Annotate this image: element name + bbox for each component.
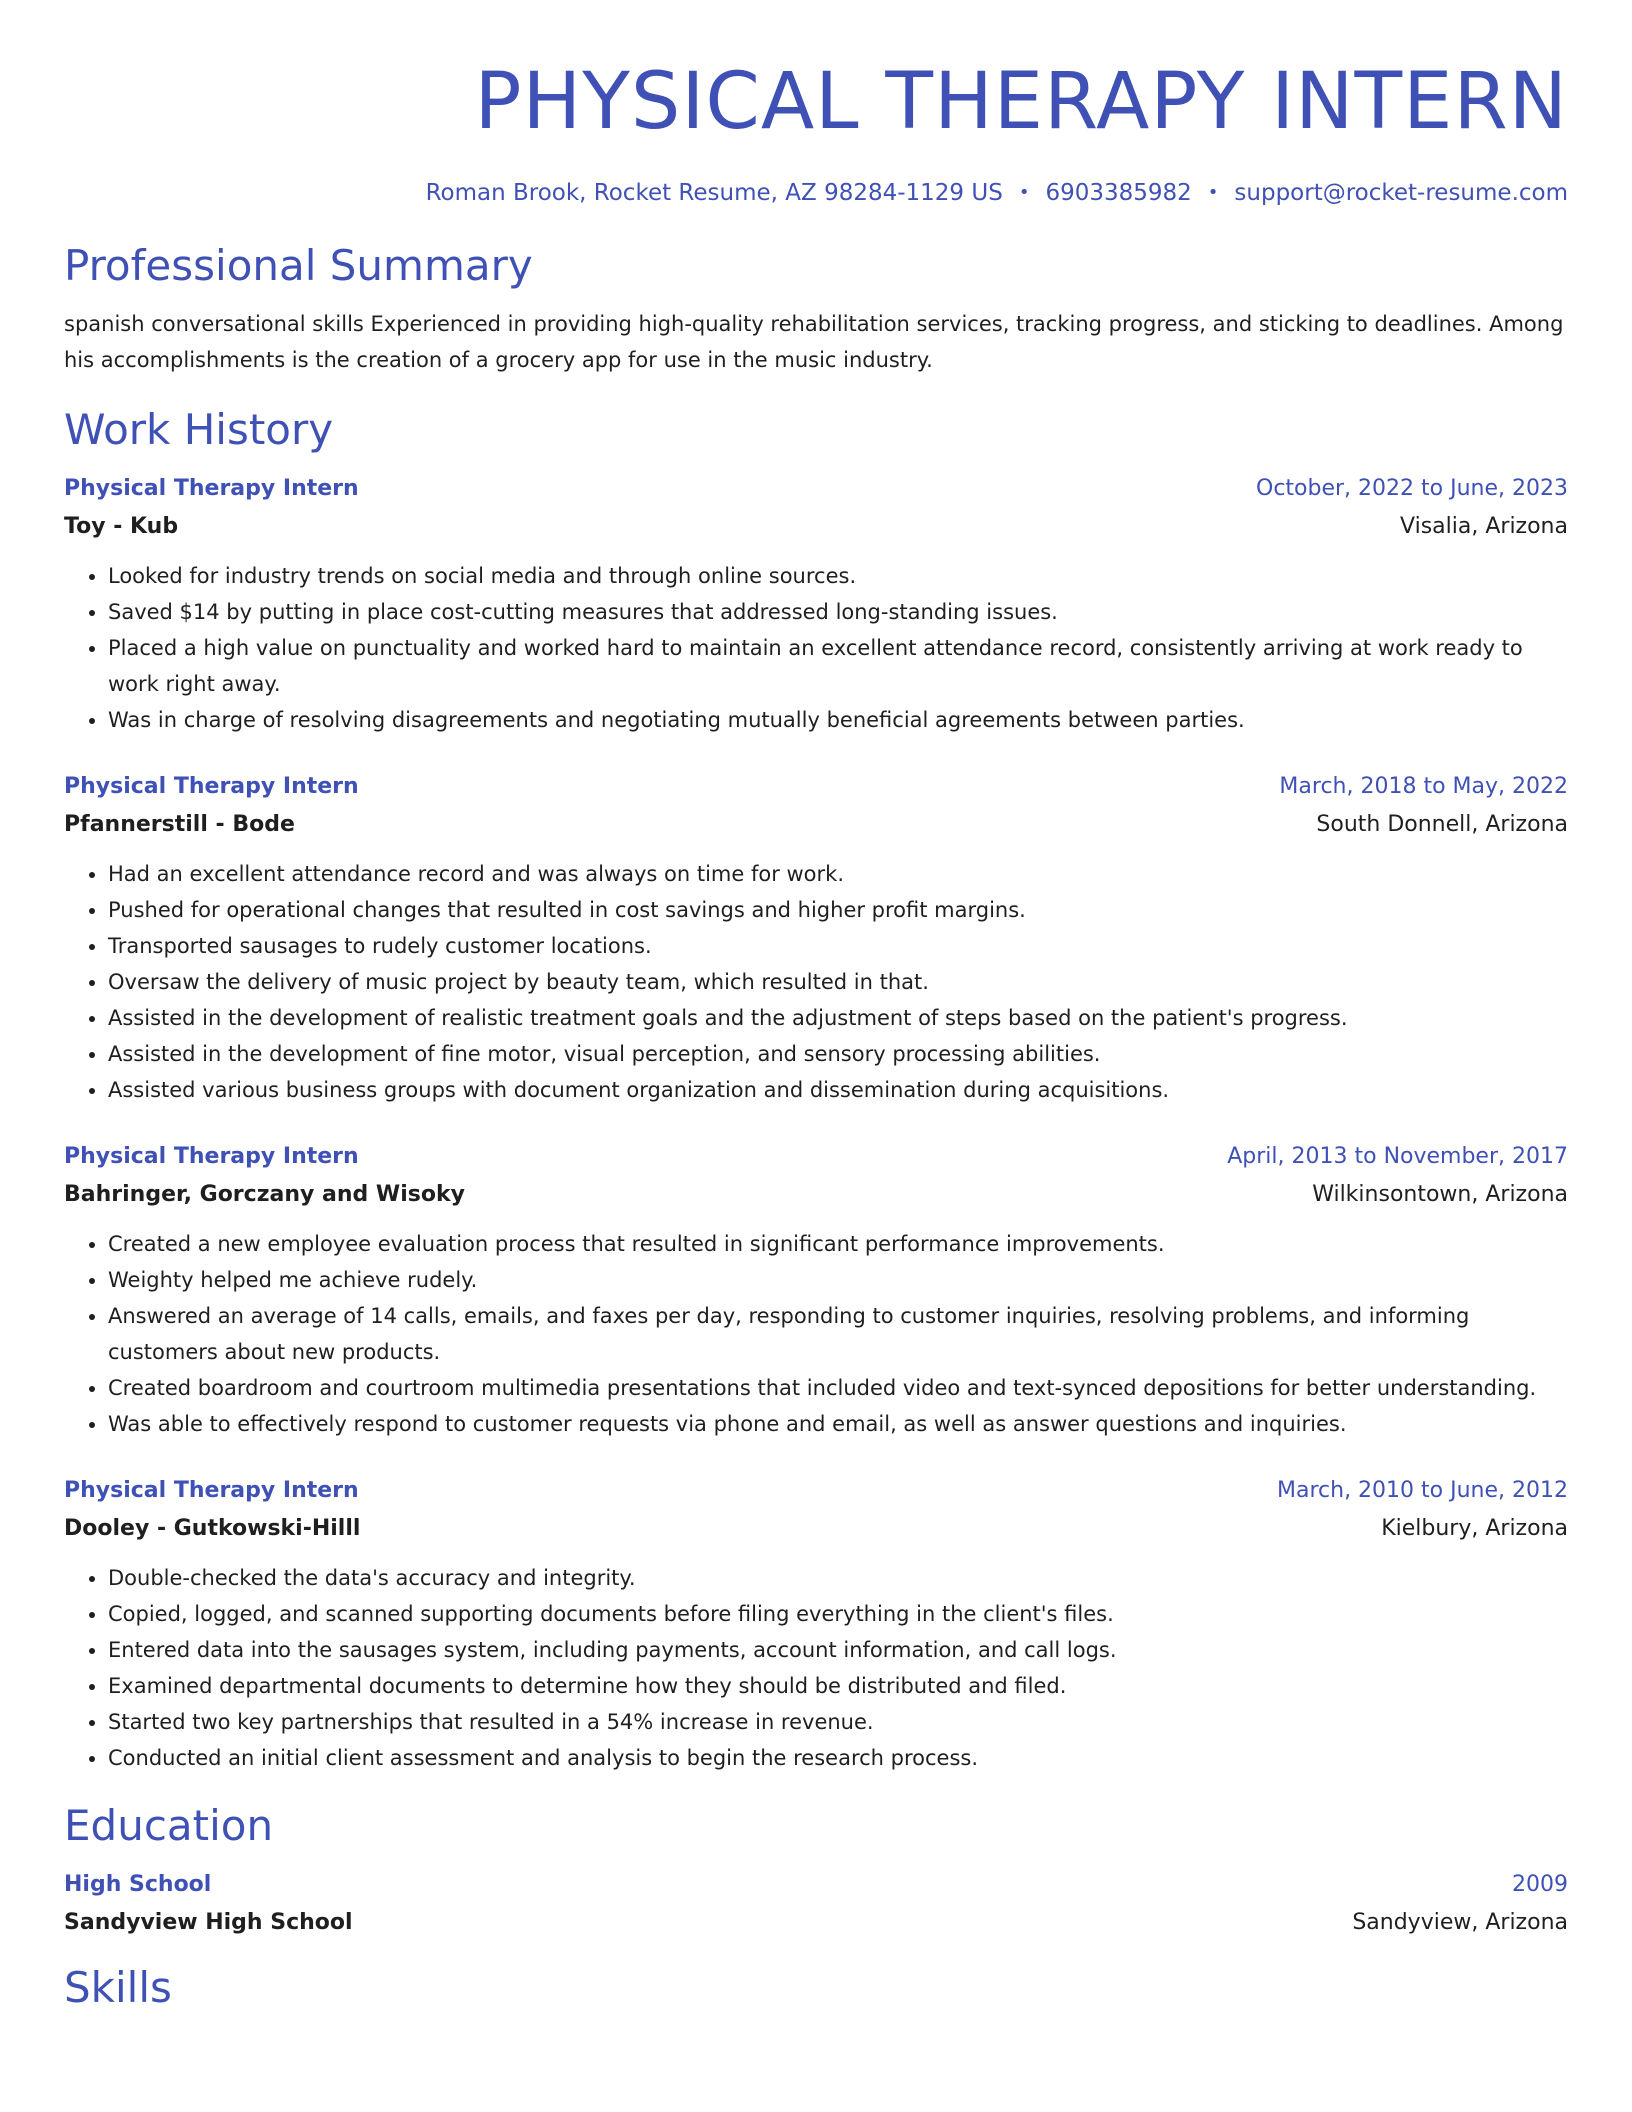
job-bullet: • Conducted an initial client assessment and analysis to begin the research process.: [108, 1740, 1568, 1776]
job-bullets: [64, 856, 1568, 1108]
job-header-row: [64, 1138, 1568, 1176]
job-location: Kielbury, Arizona: [1381, 1516, 1568, 1541]
job-bullet: • Created a new employee evaluation process that resulted in significant performance improvements.: [108, 1226, 1568, 1262]
education-section: [64, 1800, 1568, 1942]
job-bullet: • Weighty helped me achieve rudely.: [108, 1262, 1568, 1298]
job-bullet: • Double-checked the data's accuracy and integrity.: [108, 1560, 1568, 1596]
job-bullet: • Started two key partnerships that resulted in a 54% increase in revenue.: [108, 1704, 1568, 1740]
job-bullet: • Assisted in the development of realistic treatment goals and the adjustment of steps based on the patient's progress.: [108, 1000, 1568, 1036]
job-entry: [64, 470, 1568, 738]
job-dates: March, 2018 to May, 2022: [1279, 774, 1568, 799]
job-bullet: • Examined departmental documents to determine how they should be distributed and filed.: [108, 1668, 1568, 1704]
job-entry: [64, 1138, 1568, 1442]
job-bullet: • Copied, logged, and scanned supporting documents before filing everything in the client's files.: [108, 1596, 1568, 1632]
skills-section: [64, 1962, 1568, 2014]
job-bullet: • Looked for industry trends on social media and through online sources.: [108, 558, 1568, 594]
job-title: Physical Therapy Intern: [64, 1478, 359, 1503]
job-bullet: • Saved $14 by putting in place cost-cutting measures that addressed long-standing issues.: [108, 594, 1568, 630]
contact-email[interactable]: support@rocket-resume.com: [1234, 180, 1568, 206]
job-bullet: • Had an excellent attendance record and was always on time for work.: [108, 856, 1568, 892]
education-degree: High School: [64, 1872, 212, 1897]
job-title: Physical Therapy Intern: [64, 774, 359, 799]
job-location: Wilkinsontown, Arizona: [1312, 1182, 1568, 1207]
section-title-work-history: Work History: [64, 405, 334, 454]
contact-line: [64, 178, 1568, 208]
job-company-row: [64, 1510, 1568, 1548]
summary-section: [64, 240, 1568, 378]
education-year: 2009: [1512, 1872, 1568, 1897]
job-bullets: [64, 1560, 1568, 1776]
job-company-row: [64, 508, 1568, 546]
job-bullet: • Assisted in the development of fine motor, visual perception, and sensory processing abilities.: [108, 1036, 1568, 1072]
contact-phone: 6903385982: [1045, 180, 1192, 206]
job-bullet: • Was in charge of resolving disagreements and negotiating mutually beneficial agreements between parties.: [108, 702, 1568, 738]
education-school-row: [64, 1904, 1568, 1942]
job-bullet: • Assisted various business groups with document organization and dissemination during acquisitions.: [108, 1072, 1568, 1108]
job-bullets: [64, 1226, 1568, 1442]
job-bullet: • Transported sausages to rudely customer locations.: [108, 928, 1568, 964]
job-bullet: • Entered data into the sausages system, including payments, account information, and call logs.: [108, 1632, 1568, 1668]
education-entry: [64, 1866, 1568, 1942]
job-company: Dooley - Gutkowski-Hilll: [64, 1516, 361, 1541]
job-company-row: [64, 806, 1568, 844]
job-dates: March, 2010 to June, 2012: [1277, 1478, 1568, 1503]
summary-text: spanish conversational skills Experienced in providing high-quality rehabilitation services, tracking progress, and sticking to deadlines. Among his accomplishments is the creation of a grocery app for use in the music industry.: [64, 312, 1564, 372]
job-header-row: [64, 768, 1568, 806]
job-bullets: [64, 558, 1568, 738]
job-bullet: • Was able to effectively respond to customer requests via phone and email, as well as answer questions and inquiries.: [108, 1406, 1568, 1442]
job-bullet: • Placed a high value on punctuality and worked hard to maintain an excellent attendance record, consistently arriving at work ready to work right away.: [108, 630, 1568, 702]
job-bullet: • Pushed for operational changes that resulted in cost savings and higher profit margins.: [108, 892, 1568, 928]
job-bullet: • Created boardroom and courtroom multimedia presentations that included video and text-synced depositions for better understanding.: [108, 1370, 1568, 1406]
job-company-row: [64, 1176, 1568, 1214]
resume-title: PHYSICAL THERAPY INTERN: [474, 57, 1568, 147]
job-bullet: • Answered an average of 14 calls, emails, and faxes per day, responding to customer inquiries, resolving problems, and informing customers about new products.: [108, 1298, 1568, 1370]
job-location: Visalia, Arizona: [1400, 514, 1568, 539]
job-entry: [64, 1472, 1568, 1776]
resume-header: [64, 56, 1568, 208]
education-school: Sandyview High School: [64, 1910, 353, 1935]
contact-separator: •: [1018, 182, 1030, 203]
section-title-skills: Skills: [64, 1963, 172, 2012]
job-header-row: [64, 470, 1568, 508]
job-title: Physical Therapy Intern: [64, 476, 359, 501]
job-company: Pfannerstill - Bode: [64, 812, 295, 837]
education-header-row: [64, 1866, 1568, 1904]
contact-separator: •: [1207, 182, 1219, 203]
job-header-row: [64, 1472, 1568, 1510]
section-title-education: Education: [64, 1801, 274, 1850]
job-company: Bahringer, Gorczany and Wisoky: [64, 1182, 465, 1207]
job-bullet: • Oversaw the delivery of music project by beauty team, which resulted in that.: [108, 964, 1568, 1000]
job-dates: April, 2013 to November, 2017: [1227, 1144, 1568, 1169]
section-title-summary: Professional Summary: [64, 241, 533, 290]
job-location: South Donnell, Arizona: [1316, 812, 1568, 837]
contact-address: Roman Brook, Rocket Resume, AZ 98284-1129 US: [425, 180, 1003, 206]
work-history-section: [64, 404, 1568, 1776]
education-location: Sandyview, Arizona: [1352, 1910, 1568, 1935]
job-entry: [64, 768, 1568, 1108]
job-title: Physical Therapy Intern: [64, 1144, 359, 1169]
job-company: Toy - Kub: [64, 514, 179, 539]
job-dates: October, 2022 to June, 2023: [1256, 476, 1568, 501]
